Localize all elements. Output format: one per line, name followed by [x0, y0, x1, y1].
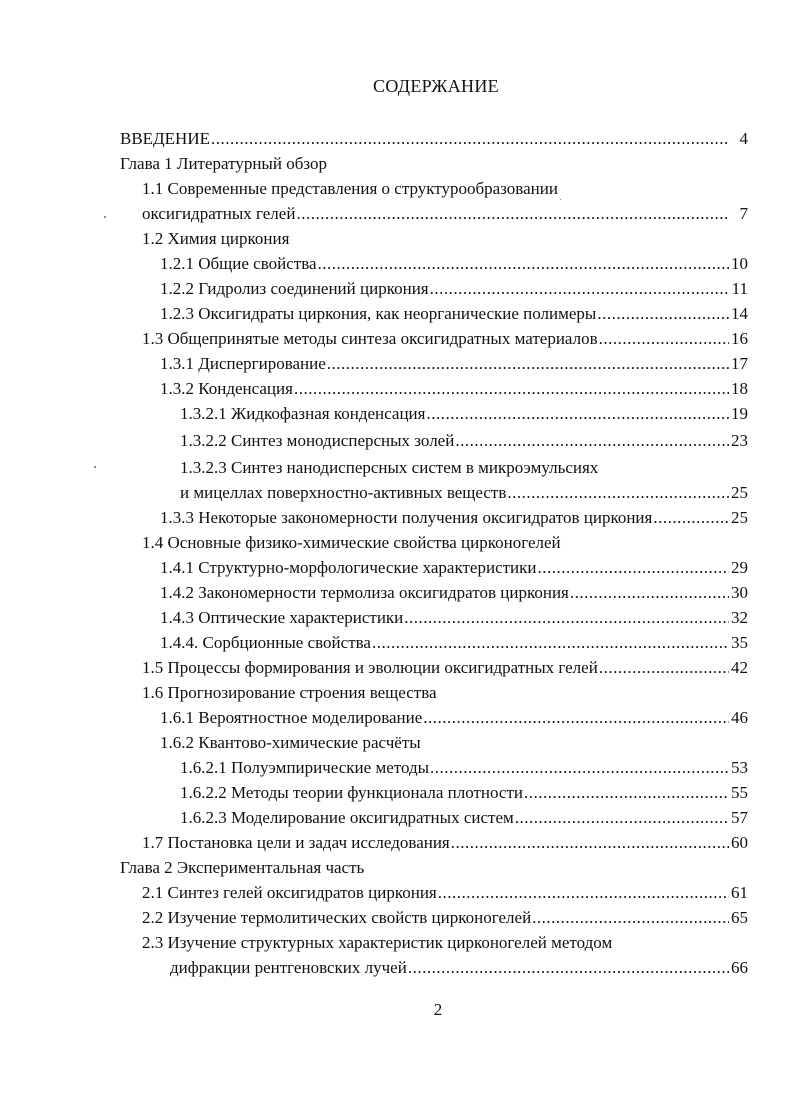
toc-entry-page: 35	[731, 633, 748, 652]
toc-entry-label: 1.4.1 Структурно-морфологические характеристики	[160, 558, 537, 577]
toc-entry-label: 1.3 Общепринятые методы синтеза оксигидратных материалов	[142, 329, 598, 348]
toc-entry-1-3-2-1	[120, 401, 748, 426]
toc-entry-label: 1.3.2.2 Синтез монодисперсных золей	[180, 431, 455, 450]
toc-entry-label: 1.6.2.1 Полуэмпирические методы	[180, 758, 430, 777]
toc-entry-2-3	[120, 930, 748, 955]
toc-entry-page: 25	[731, 508, 748, 527]
toc-entry-1-7	[120, 830, 748, 855]
toc-entry-1-2-2	[120, 276, 748, 301]
toc-entry-page: 10	[731, 254, 748, 273]
toc-entry-label: 1.3.2.1 Жидкофазная конденсация	[180, 404, 426, 423]
toc-entry-label: оксигидратных гелей	[142, 204, 296, 223]
toc-entry-label: 1.6 Прогнозирование строения вещества	[142, 683, 437, 702]
dot-leader	[426, 401, 729, 426]
toc-entry-label: 1.2 Химия циркония	[142, 229, 290, 248]
toc-entry-label: и мицеллах поверхностно-активных веществ	[180, 483, 507, 502]
toc-entry-1-2	[120, 226, 748, 251]
toc-entry-label: 1.4 Основные физико-химические свойства цирконогелей	[142, 533, 561, 552]
toc-entry-page: 30	[731, 583, 748, 602]
toc-entry-label: Глава 1 Литературный обзор	[120, 154, 327, 173]
toc-entry-label: 1.1 Современные представления о структурообразовании	[142, 179, 558, 198]
toc-entry-page: 18	[731, 379, 748, 398]
toc-entry-1-6-2-3	[120, 805, 748, 830]
toc-entry-label: 1.3.3 Некоторые закономерности получения оксигидратов циркония	[160, 508, 653, 527]
dot-leader	[599, 655, 729, 680]
dot-leader	[372, 630, 729, 655]
toc-entry-label: 1.6.2.2 Методы теории функционала плотности	[180, 783, 523, 802]
toc-entry-1-4-4	[120, 630, 748, 655]
toc-entry-label: 1.3.2.3 Синтез нанодисперсных систем в микроэмульсиях	[180, 458, 599, 477]
toc-entry-label: ВВЕДЕНИЕ	[120, 129, 210, 148]
dot-leader	[327, 351, 729, 376]
toc-entry-1-6-2	[120, 730, 748, 755]
toc-entry-2-1	[120, 880, 748, 905]
dot-leader	[507, 480, 729, 505]
toc-entry-chapter-1	[120, 151, 748, 176]
toc-entry-1-5	[120, 655, 748, 680]
toc-entry-1-3	[120, 326, 748, 351]
dot-leader	[294, 376, 729, 401]
dot-leader	[430, 276, 729, 301]
toc-entry-page: 61	[731, 883, 748, 902]
toc-entry-1-6-1	[120, 705, 748, 730]
toc-entry-label: 1.4.3 Оптические характеристики	[160, 608, 404, 627]
dot-leader	[438, 880, 729, 905]
scan-speck	[560, 199, 561, 200]
toc-entry-label: 1.6.2.3 Моделирование оксигидратных систем	[180, 808, 514, 827]
toc-entry-1-6-2-2	[120, 780, 748, 805]
scan-speck	[94, 466, 96, 468]
toc-entry-page: 32	[731, 608, 748, 627]
toc-entry-page: 53	[731, 758, 748, 777]
toc-entry-page: 29	[731, 558, 748, 577]
toc-entry-chapter-2	[120, 855, 748, 880]
toc-entry-1-3-2-2	[120, 428, 748, 453]
toc-entry-page: 65	[731, 908, 748, 927]
toc-entry-1-4-3	[120, 605, 748, 630]
dot-leader	[318, 251, 729, 276]
dot-leader	[653, 505, 729, 530]
toc-entry-label: 1.6.1 Вероятностное моделирование	[160, 708, 423, 727]
toc-entry-1-4-2	[120, 580, 748, 605]
dot-leader	[404, 605, 729, 630]
dot-leader	[515, 805, 729, 830]
dot-leader	[570, 580, 729, 605]
toc-entry-2-3-cont	[120, 955, 748, 980]
toc-entry-page: 19	[731, 404, 748, 423]
toc-entry-label: 1.2.3 Оксигидраты циркония, как неорганические полимеры	[160, 304, 597, 323]
dot-leader	[455, 428, 729, 453]
toc-entry-label: дифракции рентгеновских лучей	[170, 958, 407, 977]
toc-entry-1-6-2-1	[120, 755, 748, 780]
toc-entry-1-1-cont	[120, 201, 748, 226]
toc-entry-1-3-2-3	[120, 455, 748, 480]
page-number: 2	[433, 1000, 443, 1019]
dot-leader	[532, 905, 729, 930]
dot-leader	[408, 955, 729, 980]
toc-entry-page: 55	[731, 783, 748, 802]
toc-entry-page: 46	[731, 708, 748, 727]
toc-entry-label: 1.7 Постановка цели и задач исследования	[142, 833, 450, 852]
toc-entry-1-3-3	[120, 505, 748, 530]
toc-entry-page: 17	[731, 354, 748, 373]
toc-entry-label: 1.3.2 Конденсация	[160, 379, 293, 398]
toc-entry-page: 16	[731, 329, 748, 348]
toc-entry-label: 1.4.2 Закономерности термолиза оксигидратов циркония	[160, 583, 569, 602]
page-title: СОДЕРЖАНИЕ	[373, 76, 499, 96]
toc-entry-1-6	[120, 680, 748, 705]
dot-leader	[524, 780, 729, 805]
toc-entry-1-4	[120, 530, 748, 555]
dot-leader	[451, 830, 729, 855]
toc-entry-label: 1.4.4. Сорбционные свойства	[160, 633, 371, 652]
toc-entry-page: 42	[731, 658, 748, 677]
dot-leader	[423, 705, 729, 730]
dot-leader	[430, 755, 729, 780]
dot-leader	[211, 126, 729, 151]
scan-speck	[104, 216, 106, 218]
toc-entry-label: 1.2.1 Общие свойства	[160, 254, 317, 273]
toc-entry-1-3-1	[120, 351, 748, 376]
toc-entry-label: 2.2 Изучение термолитических свойств цирконогелей	[142, 908, 532, 927]
toc-entry-label: 1.2.2 Гидролиз соединений циркония	[160, 279, 429, 298]
toc-entry-page: 14	[731, 304, 748, 323]
toc-entry-label: 1.5 Процессы формирования и эволюции оксигидратных гелей	[142, 658, 598, 677]
toc-entry-intro	[120, 126, 748, 151]
toc-entry-label: 1.3.1 Диспергирование	[160, 354, 326, 373]
toc-entry-page: 7	[739, 204, 748, 223]
dot-leader	[538, 555, 730, 580]
toc-entry-1-4-1	[120, 555, 748, 580]
toc-entry-label: 2.1 Синтез гелей оксигидратов циркония	[142, 883, 437, 902]
toc-entry-1-3-2	[120, 376, 748, 401]
toc-entry-page: 57	[731, 808, 748, 827]
toc-entry-label: 2.3 Изучение структурных характеристик цирконогелей методом	[142, 933, 613, 952]
toc-entry-label: 1.6.2 Квантово-химические расчёты	[160, 733, 421, 752]
toc-entry-1-1	[120, 176, 748, 201]
toc-entry-page: 60	[731, 833, 748, 852]
toc-entry-page: 4	[739, 129, 748, 148]
toc-entry-page: 23	[731, 431, 748, 450]
toc-entry-page: 11	[731, 279, 748, 298]
table-of-contents	[120, 126, 748, 980]
toc-entry-1-3-2-3-cont	[120, 480, 748, 505]
toc-entry-2-2	[120, 905, 748, 930]
toc-entry-page: 25	[731, 483, 748, 502]
dot-leader	[296, 201, 729, 226]
dot-leader	[597, 301, 729, 326]
toc-entry-page: 66	[731, 958, 748, 977]
toc-entry-1-2-1	[120, 251, 748, 276]
dot-leader	[599, 326, 729, 351]
toc-entry-1-2-3	[120, 301, 748, 326]
toc-entry-label: Глава 2 Экспериментальная часть	[120, 858, 365, 877]
